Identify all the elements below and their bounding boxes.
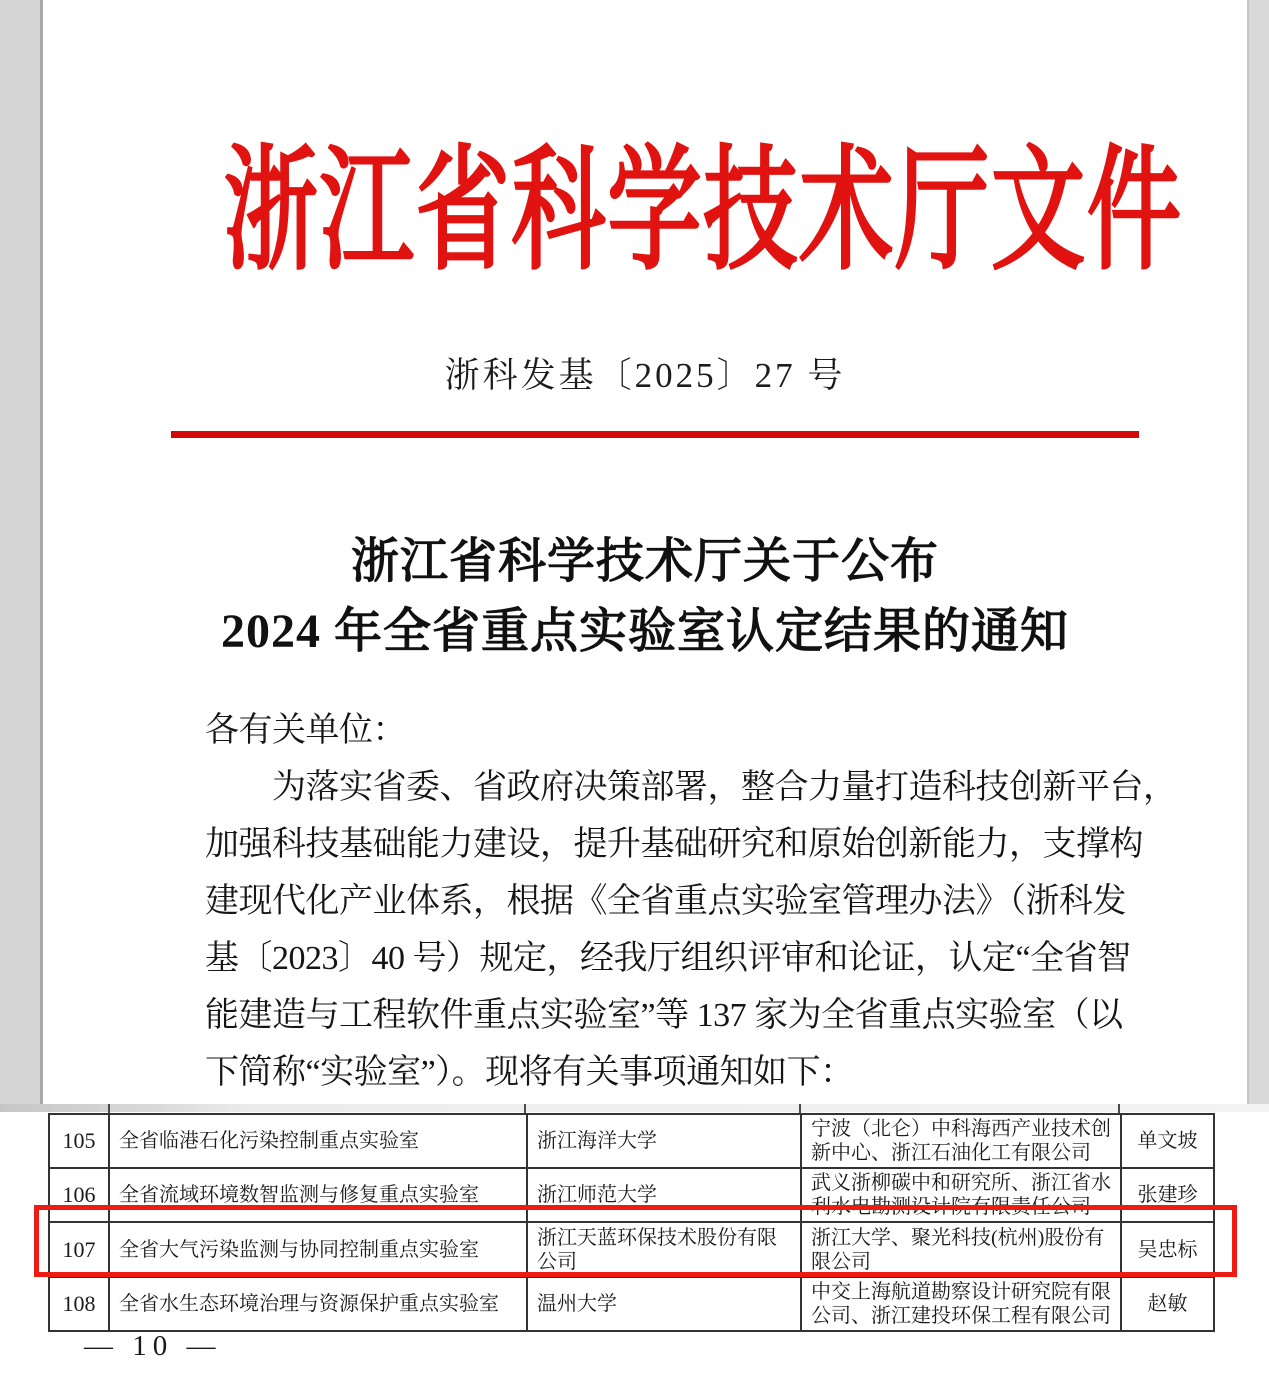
salutation: 各有关单位： bbox=[205, 712, 406, 749]
page-number: — 10 — bbox=[84, 1330, 222, 1362]
director-cell: 单文坡 bbox=[1121, 1114, 1214, 1168]
body-line: 加强科技基础能力建设，提升基础研究和原始创新能力，支撑构 bbox=[205, 826, 1143, 863]
lab-name-cell: 全省临港石化污染控制重点实验室 bbox=[109, 1114, 527, 1168]
document-number: 浙科发基〔2025〕27 号 bbox=[444, 356, 846, 395]
lab-results-table bbox=[48, 1113, 1215, 1332]
notice-body bbox=[205, 702, 1177, 1101]
table-cut-stub bbox=[1118, 1104, 1120, 1113]
table-row-highlighted bbox=[49, 1222, 1214, 1277]
body-line: 建现代化产业体系，根据《全省重点实验室管理办法》（浙科发 bbox=[205, 883, 1126, 920]
host-org-cell: 浙江天蓝环保技术股份有限公司 bbox=[527, 1222, 801, 1277]
row-number-cell: 107 bbox=[49, 1222, 109, 1277]
agency-letterhead-title: 浙江省科学技术厅文件 bbox=[223, 138, 1183, 287]
row-number-cell: 106 bbox=[49, 1168, 109, 1222]
lab-name-cell: 全省水生态环境治理与资源保护重点实验室 bbox=[109, 1277, 527, 1331]
partner-orgs-cell: 中交上海航道勘察设计研究院有限公司、浙江建投环保工程有限公司 bbox=[801, 1277, 1121, 1331]
table-row bbox=[49, 1114, 1214, 1168]
row-number-cell: 105 bbox=[49, 1114, 109, 1168]
partner-orgs-cell: 宁波（北仑）中科海西产业技术创新中心、浙江石油化工有限公司 bbox=[801, 1114, 1121, 1168]
host-org-cell: 浙江海洋大学 bbox=[527, 1114, 801, 1168]
body-line: 下简称“实验室”）。现将有关事项通知如下： bbox=[205, 1054, 854, 1091]
director-cell: 吴忠标 bbox=[1121, 1222, 1214, 1277]
table-cut-stub bbox=[524, 1104, 526, 1113]
notice-title-line1: 浙江省科学技术厅关于公布 bbox=[350, 535, 939, 588]
table-cut-stub bbox=[108, 1104, 110, 1113]
row-number-cell: 108 bbox=[49, 1277, 109, 1331]
lab-name-cell: 全省大气污染监测与协同控制重点实验室 bbox=[109, 1222, 527, 1277]
scan-margin-left bbox=[0, 0, 40, 1112]
red-divider-rule bbox=[171, 431, 1139, 438]
lab-name-cell: 全省流域环境数智监测与修复重点实验室 bbox=[109, 1168, 527, 1222]
host-org-cell: 浙江师范大学 bbox=[527, 1168, 801, 1222]
body-line: 能建造与工程软件重点实验室”等 137 家为全省重点实验室（以 bbox=[205, 997, 1123, 1034]
table-row bbox=[49, 1277, 1214, 1331]
director-cell: 张建珍 bbox=[1121, 1168, 1214, 1222]
page-edge-right bbox=[1247, 0, 1249, 1112]
partner-orgs-cell: 浙江大学、聚光科技(杭州)股份有限公司 bbox=[801, 1222, 1121, 1277]
body-line: 基〔2023〕40 号）规定，经我厅组织评审和论证，认定“全省智 bbox=[205, 940, 1131, 977]
director-cell: 赵敏 bbox=[1121, 1277, 1214, 1331]
body-line: 为落实省委、省政府决策部署，整合力量打造科技创新平台， bbox=[205, 769, 1177, 806]
table-cut-stub bbox=[799, 1104, 801, 1113]
table-row bbox=[49, 1168, 1214, 1222]
notice-title-line2: 2024 年全省重点实验室认定结果的通知 bbox=[220, 605, 1069, 658]
host-org-cell: 温州大学 bbox=[527, 1277, 801, 1331]
partner-orgs-cell: 武义浙柳碳中和研究所、浙江省水利水电勘测设计院有限责任公司 bbox=[801, 1168, 1121, 1222]
scan-margin-right bbox=[1249, 0, 1269, 1112]
